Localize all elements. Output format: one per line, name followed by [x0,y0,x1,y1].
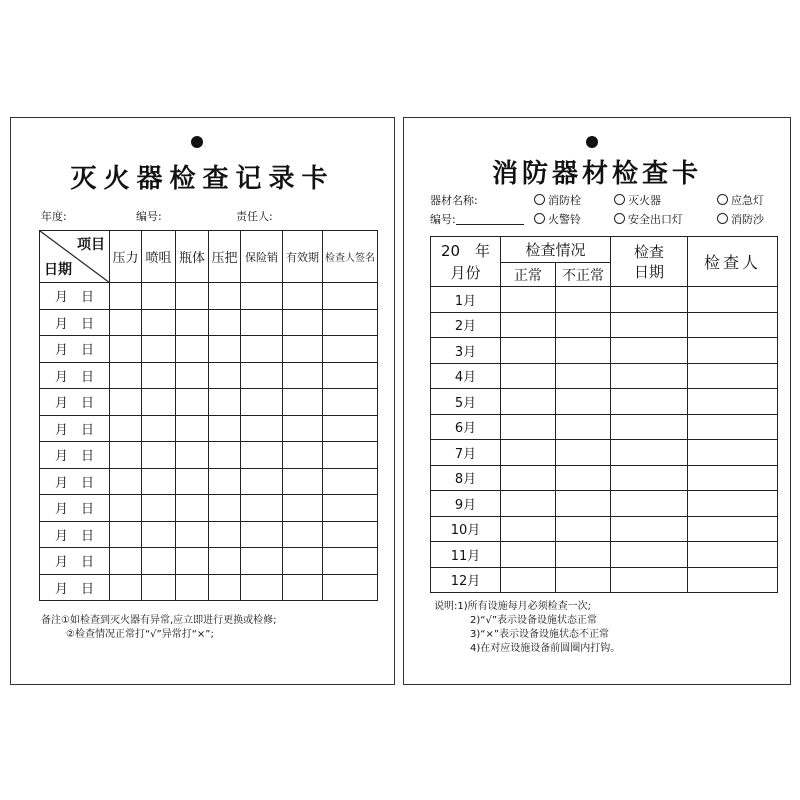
entry-cell[interactable] [110,336,142,363]
entry-cell[interactable] [142,362,176,389]
table-row [40,495,378,522]
card-title: 消防器材检查卡 [491,159,702,189]
circle-checkbox[interactable] [614,213,625,224]
entry-cell[interactable] [283,309,323,336]
entry-cell[interactable] [241,362,283,389]
entry-cell[interactable] [556,414,611,440]
punch-hole [586,136,598,148]
fire-equipment-inspection-card [403,117,791,685]
entry-cell[interactable] [209,442,241,469]
entry-cell[interactable] [110,309,142,336]
table-row [40,283,378,310]
col-header-pressure: 压力 [110,231,142,283]
col-header-expiry: 有效期 [283,231,323,283]
table-row [40,548,378,575]
date-cell: 月 日 [40,442,110,469]
entry-cell[interactable] [688,389,778,415]
month-row [431,542,778,568]
year-label: 年度: [41,210,67,223]
entry-cell[interactable] [688,567,778,593]
table-row [40,336,378,363]
month-row [431,465,778,491]
month-cell: 10月 [431,516,501,542]
entry-cell[interactable] [501,287,556,313]
entry-cell[interactable] [611,414,688,440]
entry-cell[interactable] [501,465,556,491]
entry-cell[interactable] [283,521,323,548]
circle-checkbox[interactable] [614,194,625,205]
entry-cell[interactable] [142,442,176,469]
entry-cell[interactable] [283,574,323,601]
entry-cell[interactable] [501,389,556,415]
entry-cell[interactable] [556,440,611,466]
entry-cell[interactable] [283,495,323,522]
entry-cell[interactable] [176,548,209,575]
table-row [40,442,378,469]
month-cell: 8月 [431,465,501,491]
option-extinguisher[interactable]: 灭火器 [614,192,661,208]
entry-cell[interactable] [110,283,142,310]
entry-cell[interactable] [110,362,142,389]
entry-cell[interactable] [209,283,241,310]
table-row [40,362,378,389]
entry-cell[interactable] [688,542,778,568]
entry-cell[interactable] [241,574,283,601]
entry-cell[interactable] [688,363,778,389]
left-note-1: 备注①如检查到灭火器有异常,应立即进行更换或检修; [41,615,277,626]
month-row [431,516,778,542]
entry-cell[interactable] [501,440,556,466]
entry-cell[interactable] [688,440,778,466]
entry-cell[interactable] [142,574,176,601]
entry-cell[interactable] [176,442,209,469]
entry-cell[interactable] [323,521,378,548]
date-cell: 月 日 [40,548,110,575]
entry-cell[interactable] [323,548,378,575]
col-header-cylinder: 瓶体 [176,231,209,283]
entry-cell[interactable] [501,516,556,542]
table-row [40,309,378,336]
entry-cell[interactable] [283,362,323,389]
entry-cell[interactable] [241,468,283,495]
month-cell: 1月 [431,287,501,313]
entry-cell[interactable] [241,495,283,522]
entry-cell[interactable] [176,521,209,548]
entry-cell[interactable] [323,309,378,336]
entry-cell[interactable] [611,465,688,491]
date-cell: 月 日 [40,574,110,601]
entry-cell[interactable] [611,363,688,389]
entry-cell[interactable] [688,465,778,491]
option-emergency-light[interactable]: 应急灯 [717,192,764,208]
month-cell: 3月 [431,338,501,364]
entry-cell[interactable] [323,336,378,363]
col-header-inspector-signature: 检查人签名 [323,231,378,283]
inspector-header: 检查人 [688,237,778,287]
entry-cell[interactable] [556,542,611,568]
entry-cell[interactable] [688,414,778,440]
entry-cell[interactable] [110,548,142,575]
entry-cell[interactable] [142,521,176,548]
entry-cell[interactable] [176,362,209,389]
entry-cell[interactable] [323,574,378,601]
entry-cell[interactable] [176,468,209,495]
entry-cell[interactable] [241,336,283,363]
circle-checkbox[interactable] [717,213,728,224]
entry-cell[interactable] [556,312,611,338]
entry-cell[interactable] [556,338,611,364]
option-fire-sand[interactable]: 消防沙 [717,211,764,227]
equipment-name-label: 器材名称: [430,194,478,207]
entry-cell[interactable] [176,389,209,416]
entry-cell[interactable] [283,283,323,310]
entry-cell[interactable] [110,495,142,522]
option-exit-light[interactable]: 安全出口灯 [614,211,683,227]
entry-cell[interactable] [611,516,688,542]
entry-cell[interactable] [209,362,241,389]
entry-cell[interactable] [556,389,611,415]
month-row [431,338,778,364]
entry-cell[interactable] [501,414,556,440]
entry-cell[interactable] [110,574,142,601]
entry-cell[interactable] [611,312,688,338]
left-note-2: ②检查情况正常打“√”异常打“×”; [66,629,214,640]
date-cell: 月 日 [40,468,110,495]
table-row [40,468,378,495]
month-row [431,440,778,466]
entry-cell[interactable] [241,283,283,310]
entry-cell[interactable] [688,491,778,517]
entry-cell[interactable] [323,415,378,442]
date-cell: 月 日 [40,336,110,363]
entry-cell[interactable] [501,312,556,338]
entry-cell[interactable] [323,468,378,495]
entry-cell[interactable] [556,491,611,517]
date-cell: 月 日 [40,415,110,442]
month-row [431,363,778,389]
month-row [431,287,778,313]
entry-cell[interactable] [209,521,241,548]
entry-cell[interactable] [241,415,283,442]
option-fire-alarm-bell[interactable]: 火警铃 [534,211,581,227]
entry-cell[interactable] [209,389,241,416]
entry-cell[interactable] [176,574,209,601]
monthly-inspection-table [430,236,778,593]
circle-checkbox[interactable] [717,194,728,205]
entry-cell[interactable] [241,521,283,548]
table-row [40,389,378,416]
entry-cell[interactable] [283,336,323,363]
month-cell: 2月 [431,312,501,338]
option-hydrant[interactable]: 消防栓 [534,192,581,208]
entry-cell[interactable] [241,309,283,336]
entry-cell[interactable] [688,516,778,542]
col-header-handle: 压把 [209,231,241,283]
entry-cell[interactable] [501,338,556,364]
month-row [431,567,778,593]
entry-cell[interactable] [142,309,176,336]
right-note-4: 4)在对应设施设备前圆圈内打钩。 [470,643,621,654]
header-row-1 [431,237,778,263]
entry-cell[interactable] [501,567,556,593]
entry-cell[interactable] [611,542,688,568]
entry-cell[interactable] [209,495,241,522]
table-row [40,574,378,601]
normal-header: 正常 [501,263,556,287]
entry-cell[interactable] [209,336,241,363]
entry-cell[interactable] [209,574,241,601]
fire-extinguisher-record-card [10,117,395,685]
month-cell: 9月 [431,491,501,517]
entry-cell[interactable] [611,440,688,466]
entry-cell[interactable] [688,338,778,364]
month-cell: 5月 [431,389,501,415]
entry-cell[interactable] [323,495,378,522]
date-header: 日期 [44,262,72,278]
year-month-header: 20 年 月份 [431,237,501,287]
entry-cell[interactable] [501,491,556,517]
date-cell: 月 日 [40,495,110,522]
entry-cell[interactable] [501,542,556,568]
right-note-1: 说明:1)所有设施每月必须检查一次; [434,601,592,612]
check-date-header: 检查 日期 [611,237,688,287]
entry-cell[interactable] [142,415,176,442]
entry-cell[interactable] [501,363,556,389]
entry-cell[interactable] [142,389,176,416]
entry-cell[interactable] [283,548,323,575]
entry-cell[interactable] [556,287,611,313]
item-header: 项目 [77,237,105,253]
entry-cell[interactable] [209,309,241,336]
month-cell: 12月 [431,567,501,593]
owner-label: 责任人: [236,210,273,223]
number-label: 编号: [430,211,524,227]
entry-cell[interactable] [176,283,209,310]
entry-cell[interactable] [110,442,142,469]
month-row [431,389,778,415]
date-cell: 月 日 [40,521,110,548]
entry-cell[interactable] [611,567,688,593]
entry-cell[interactable] [611,338,688,364]
number-label: 编号: [136,210,162,223]
entry-cell[interactable] [323,283,378,310]
entry-cell[interactable] [110,521,142,548]
entry-cell[interactable] [176,415,209,442]
col-header-nozzle: 喷咀 [142,231,176,283]
diagonal-header-cell [40,231,110,283]
entry-cell[interactable] [110,389,142,416]
table-row [40,521,378,548]
month-row [431,414,778,440]
entry-cell[interactable] [110,468,142,495]
right-note-2: 2)“√”表示设备设施状态正常 [470,615,597,626]
right-note-3: 3)“×”表示设备设施状态不正常 [470,629,610,640]
entry-cell[interactable] [142,283,176,310]
entry-cell[interactable] [688,287,778,313]
entry-cell[interactable] [556,516,611,542]
col-header-safety-pin: 保险销 [241,231,283,283]
entry-cell[interactable] [209,415,241,442]
entry-cell[interactable] [241,442,283,469]
circle-checkbox[interactable] [534,194,545,205]
month-cell: 6月 [431,414,501,440]
entry-cell[interactable] [556,363,611,389]
entry-cell[interactable] [176,495,209,522]
entry-cell[interactable] [611,287,688,313]
month-cell: 7月 [431,440,501,466]
inspection-record-table [39,230,378,601]
entry-cell[interactable] [323,442,378,469]
entry-cell[interactable] [556,465,611,491]
entry-cell[interactable] [110,415,142,442]
entry-cell[interactable] [556,567,611,593]
date-cell: 月 日 [40,283,110,310]
entry-cell[interactable] [209,468,241,495]
entry-cell[interactable] [611,389,688,415]
entry-cell[interactable] [283,389,323,416]
entry-cell[interactable] [241,389,283,416]
entry-cell[interactable] [283,415,323,442]
entry-cell[interactable] [688,312,778,338]
month-row [431,312,778,338]
header-row [40,231,378,283]
entry-cell[interactable] [142,495,176,522]
entry-cell[interactable] [611,491,688,517]
check-status-header: 检查情况 [501,237,611,263]
date-cell: 月 日 [40,362,110,389]
table-row [40,415,378,442]
entry-cell[interactable] [176,309,209,336]
month-cell: 4月 [431,363,501,389]
entry-cell[interactable] [176,336,209,363]
number-blank [456,213,524,225]
month-cell: 11月 [431,542,501,568]
entry-cell[interactable] [142,468,176,495]
entry-cell[interactable] [241,548,283,575]
month-row [431,491,778,517]
date-cell: 月 日 [40,309,110,336]
abnormal-header: 不正常 [556,263,611,287]
entry-cell[interactable] [283,468,323,495]
card-title: 灭火器检查记录卡 [70,164,335,194]
entry-cell[interactable] [283,442,323,469]
date-cell: 月 日 [40,389,110,416]
circle-checkbox[interactable] [534,213,545,224]
entry-cell[interactable] [142,336,176,363]
entry-cell[interactable] [142,548,176,575]
entry-cell[interactable] [209,548,241,575]
entry-cell[interactable] [323,389,378,416]
entry-cell[interactable] [323,362,378,389]
punch-hole [191,136,203,148]
